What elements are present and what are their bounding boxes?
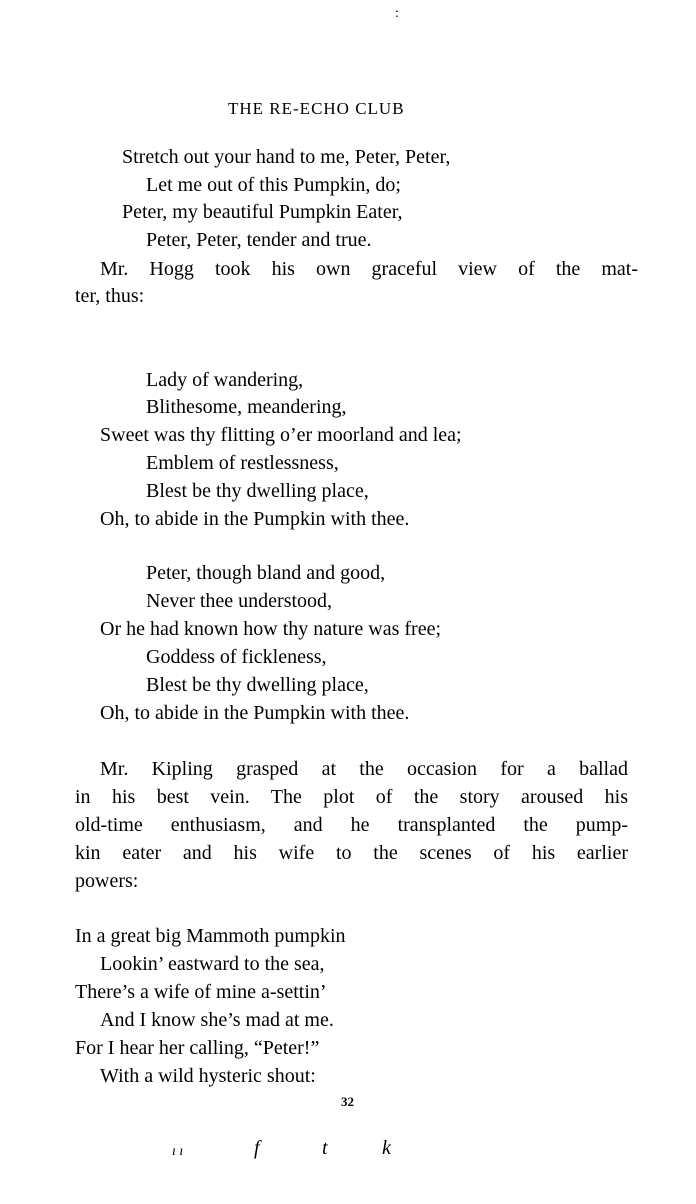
verse-line: Emblem of restlessness, xyxy=(146,452,339,474)
verse-line: Peter, my beautiful Pumpkin Eater, xyxy=(122,201,403,223)
verse-line: Peter, Peter, tender and true. xyxy=(146,229,372,251)
stray-mark: : xyxy=(395,6,399,21)
footer-mark: k xyxy=(382,1137,391,1159)
verse-line: In a great big Mammoth pumpkin xyxy=(75,925,346,947)
prose-line: ter, thus: xyxy=(75,285,145,307)
verse-line: Goddess of fickleness, xyxy=(146,646,327,668)
verse-line: For I hear her calling, “Peter!” xyxy=(75,1037,320,1059)
verse-line: Lady of wandering, xyxy=(146,369,304,391)
verse-line: Stretch out your hand to me, Peter, Peter, xyxy=(122,146,451,168)
verse-line: Let me out of this Pumpkin, do; xyxy=(146,174,401,196)
prose-line: old-time enthusiasm, and he transplanted the pump- xyxy=(75,814,628,836)
verse-line: There’s a wife of mine a-settin’ xyxy=(75,981,327,1003)
verse-line: Never thee understood, xyxy=(146,590,333,612)
verse-line: Blest be thy dwelling place, xyxy=(146,674,369,696)
verse-line: Blithesome, meandering, xyxy=(146,396,347,418)
verse-line: Peter, though bland and good, xyxy=(146,562,386,584)
footer-mark: t xyxy=(322,1137,328,1159)
prose-line: kin eater and his wife to the scenes of his earlier xyxy=(75,842,628,864)
verse-line: And I know she’s mad at me. xyxy=(100,1009,334,1031)
verse-line: Sweet was thy flitting o’er moorland and lea; xyxy=(100,424,462,446)
footer-mark: f xyxy=(254,1137,260,1159)
verse-line: Blest be thy dwelling place, xyxy=(146,480,369,502)
verse-line: Lookin’ eastward to the sea, xyxy=(100,953,325,975)
prose-line: powers: xyxy=(75,870,139,892)
verse-line: Oh, to abide in the Pumpkin with thee. xyxy=(100,702,410,724)
footer-mark: ı ı xyxy=(172,1144,184,1159)
verse-line: With a wild hysteric shout: xyxy=(100,1065,316,1087)
verse-line: Or he had known how thy nature was free; xyxy=(100,618,442,640)
prose-line: Mr. Hogg took his own graceful view of the mat- xyxy=(100,258,638,280)
page-number: 32 xyxy=(341,1094,354,1109)
running-title: THE RE-ECHO CLUB xyxy=(228,99,405,118)
prose-line: Mr. Kipling grasped at the occasion for a ballad xyxy=(100,758,628,780)
verse-line: Oh, to abide in the Pumpkin with thee. xyxy=(100,508,410,530)
prose-line: in his best vein. The plot of the story aroused his xyxy=(75,786,628,808)
